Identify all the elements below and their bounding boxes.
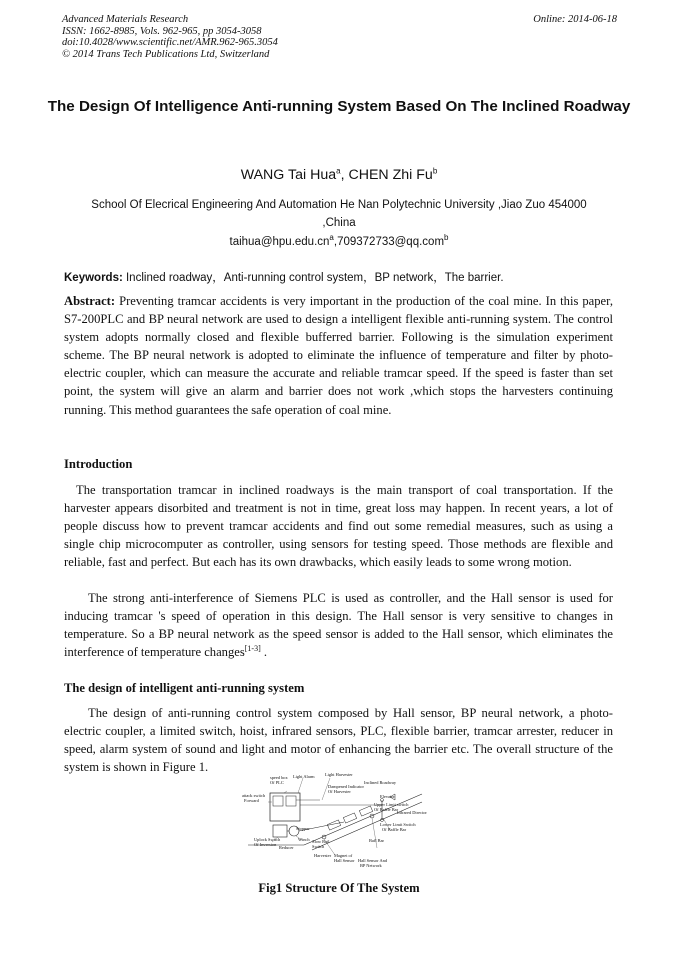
figure-label: Slow Rail xyxy=(312,839,330,844)
figure-label: Forward xyxy=(244,798,259,803)
figure-label: Of Baffle Bar xyxy=(374,807,399,812)
doi-line[interactable]: doi:10.4028/www.scientific.net/AMR.962-965.3054 xyxy=(62,37,278,48)
author-name: WANG Tai Hua xyxy=(240,167,337,183)
online-date: Online: 2014-06-18 xyxy=(533,14,617,25)
figure-label: Harvester xyxy=(314,853,332,858)
figure-label: attack switch xyxy=(242,793,266,798)
figure-label: Dampened Indicator xyxy=(328,784,364,789)
figure-label: Of PLC xyxy=(270,780,284,785)
keywords xyxy=(64,269,616,285)
paragraph xyxy=(64,481,613,571)
issn-line: ISSN: 1662-8985, Vols. 962-965, pp 3054-3058 xyxy=(62,25,262,37)
author-superscript: b xyxy=(432,166,438,176)
journal-name: Advanced Materials Research xyxy=(62,14,189,25)
system-diagram xyxy=(232,770,432,875)
keywords-label: Keywords: xyxy=(64,272,123,284)
figure-label: Upper Limit switch xyxy=(374,802,409,807)
figure-label: Bafl Bar xyxy=(369,838,384,843)
figure-label: Light Alarm xyxy=(293,774,315,779)
speed-box xyxy=(273,796,283,806)
harvester-car xyxy=(343,813,356,823)
plc-box xyxy=(270,793,300,821)
affiliation: School Of Elecrical Engineering And Automation He Nan Polytechnic University ,Jiao Zuo 454000 ,China xyxy=(91,199,587,229)
abstract xyxy=(64,292,613,419)
figure-label: Of Inversion xyxy=(254,842,277,847)
figure-label: Of Baffle Bar xyxy=(382,827,407,832)
reducer-box xyxy=(273,825,287,837)
figure-label: Uplock Switch xyxy=(254,837,281,842)
paragraph-text: The strong anti-interference of Siemens PLC is used as controller, and the Hall sensor is used for inducing tramcar 's speed of operation in this design. The Hall sensor is very sensitive to changes in temperature. So a BP neural network as the speed sensor is added to the Hall sensor, which eliminates the interference of temperature changes xyxy=(64,591,613,660)
figure-label: Switch xyxy=(312,844,325,849)
email-superscript: a xyxy=(329,233,334,243)
figure-label: Winch xyxy=(298,837,310,842)
paragraph-text: The design of anti-running control system composed by Hall sensor, BP neural network, a photo-electric coupler, a limited switch, hoist, infrared sensors, PLC, flexible barrier, tramcar arrester, reducer in speed, alarm system of sound and light and motor of enhancing the barrier etc. The overall structure of the system is shown in Figure 1. xyxy=(64,706,613,775)
alarm-box xyxy=(286,796,296,806)
figure-label: Lower Limit Switch xyxy=(380,822,416,827)
figure-label: Infrared Director xyxy=(397,810,427,815)
email-line xyxy=(40,233,638,248)
figure-label: Elevator xyxy=(380,794,395,799)
system-structure-figure xyxy=(232,770,432,875)
copyright-line: © 2014 Trans Tech Publications Ltd, Switzerland xyxy=(62,48,270,60)
citation[interactable]: [1-3] xyxy=(244,644,261,654)
paragraph-text: The transportation tramcar in inclined roadways is the main transport of coal transportation. If the harvester appears disorbited and treatment is not in time, great loss may happen. In recent years, a lot of people discuss how to prevent tramcar accidents and find out some remedial measures, such as using a single chip microcomputer as controller, using sensors for testing speed. Those methods are flexible and reliable, fast and perfect. But each has its own drawbacks, which easily leads to some wrong motion. xyxy=(64,483,613,570)
abstract-label: Abstract: xyxy=(64,294,116,308)
author-name: CHEN Zhi Fu xyxy=(348,167,433,183)
figure-label: Hall Sensor xyxy=(334,858,355,863)
author-separator: , xyxy=(340,167,349,183)
journal-header xyxy=(62,14,617,60)
figure-label: Light Harvester xyxy=(325,772,353,777)
email-address[interactable]: taihua@hpu.edu.cn xyxy=(229,236,330,248)
section-heading-design: The design of intelligent anti-running system xyxy=(64,681,305,695)
abstract-text: Preventing tramcar accidents is very important in the production of the coal mine. In this paper, S7-200PLC and BP neural network are used to design a intelligent flexible anti-running system. The control system adopts normally closed and flexible bufferred barrier. Following is the simulation experiment scheme. The BP neural network is adopted to eliminate the influence of temperature and filter by photo-electric coupler, which can measure the accurate and reliable tramcar speed. If the speed is faster than set point, the system will give an alarm and barrier does not work ,which stops the harvesters continuing running. This method guarantees the safe operation of coal mine. xyxy=(64,294,613,417)
paper-title: The Design Of Intelligence Anti-running System Based On The Inclined Roadway xyxy=(47,98,631,115)
paragraph xyxy=(64,704,613,776)
figure-label: Inclined Roadway xyxy=(364,780,397,785)
figure-label: Magnet of xyxy=(334,853,353,858)
figure-label: speed box xyxy=(270,775,288,780)
paragraph xyxy=(64,589,613,661)
figure-caption: Fig1 Structure Of The System xyxy=(258,881,420,895)
figure-label: Reducer xyxy=(279,845,294,850)
figure-label: Stopper xyxy=(296,826,310,831)
keywords-text: Inclined roadway，Anti-running control system，BP network，The barrier. xyxy=(122,272,504,284)
email-address[interactable]: ,709372733@qq.com xyxy=(333,236,445,248)
author-superscript: a xyxy=(336,166,341,176)
figure-label: BP Network xyxy=(360,863,382,868)
figure-label: Hall Sensor And xyxy=(358,858,388,863)
authors-line xyxy=(40,167,638,183)
paragraph-text: . xyxy=(260,645,268,660)
section-heading-introduction: Introduction xyxy=(64,457,133,471)
figure-label: Of Harvester xyxy=(328,789,351,794)
email-superscript: b xyxy=(444,233,449,243)
